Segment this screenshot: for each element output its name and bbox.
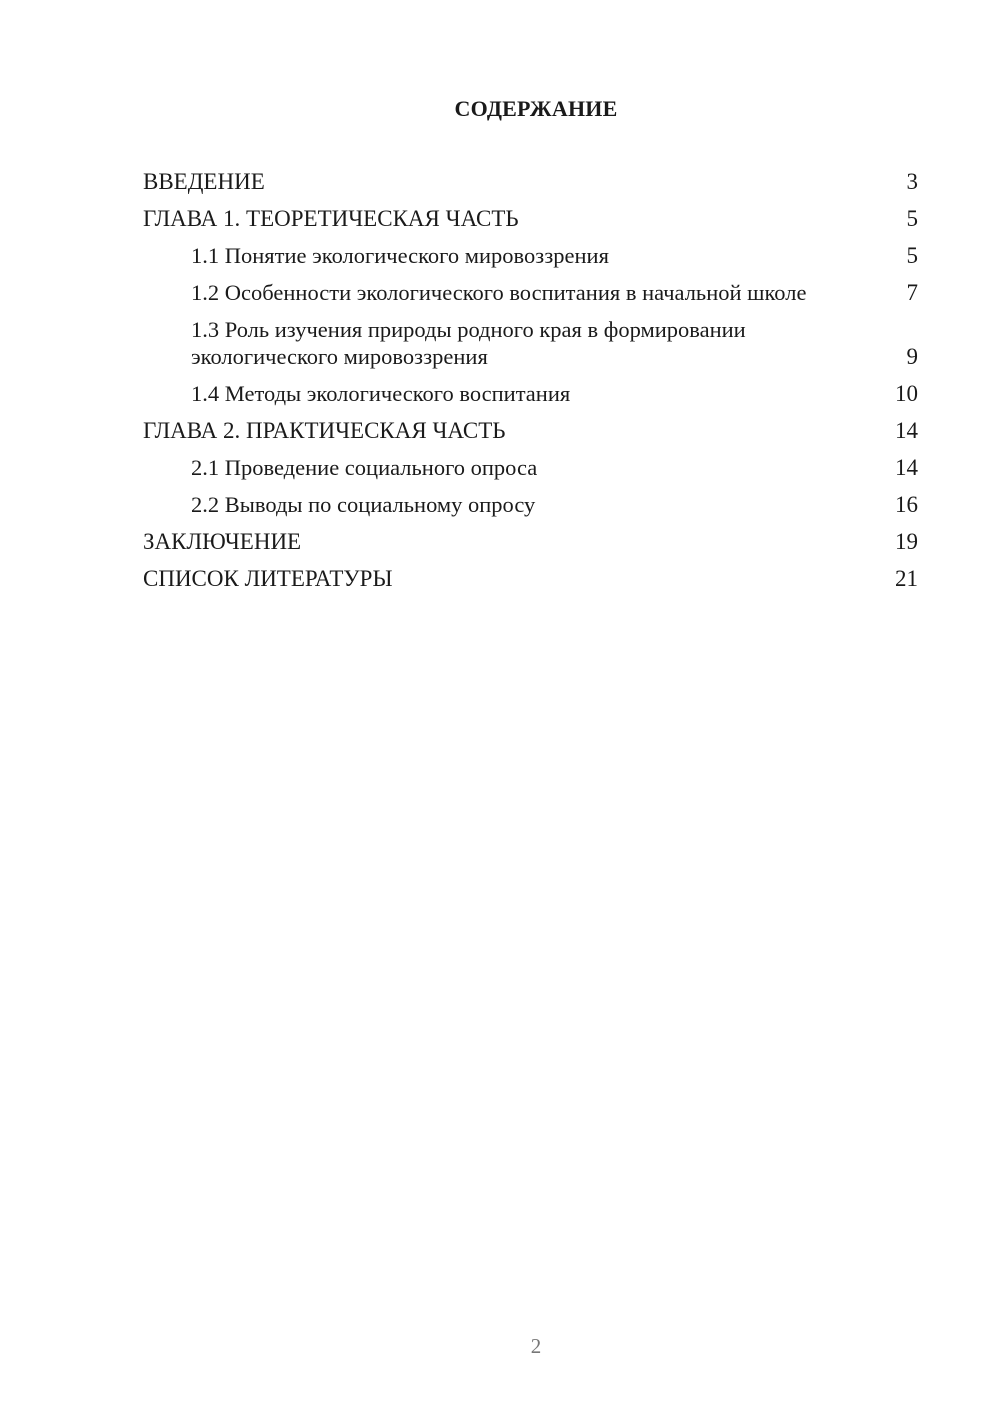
toc-entry-title: 1.4 Методы экологического воспитания (191, 381, 571, 406)
toc-entry[interactable] (143, 168, 918, 195)
toc-entry-title: ГЛАВА 2. ПРАКТИЧЕСКАЯ ЧАСТЬ (143, 418, 506, 443)
page-title: СОДЕРЖАНИЕ (454, 96, 618, 121)
toc-entry-page: 16 (895, 492, 918, 517)
toc-entry-page: 9 (906, 344, 918, 369)
toc-entry[interactable] (143, 417, 918, 444)
toc-entry-title: 1.1 Понятие экологического мировоззрения (191, 243, 609, 268)
toc-entry-page: 3 (906, 169, 918, 194)
toc-entry-title: 1.3 Роль изучения природы родного края в формировании экологического мировоззрения (191, 317, 746, 369)
page-number: 2 (530, 1334, 542, 1358)
toc-entry[interactable] (143, 528, 918, 555)
toc-subentry[interactable] (143, 380, 918, 407)
toc-entry[interactable] (143, 205, 918, 232)
toc-subentry[interactable] (143, 279, 918, 306)
toc-subentry[interactable] (143, 454, 918, 481)
toc-entry-page: 19 (895, 529, 918, 554)
toc-entry-title: 2.1 Проведение социального опроса (191, 455, 538, 480)
toc-entry-title: ВВЕДЕНИЕ (143, 169, 265, 194)
toc-entry-title: 2.2 Выводы по социальному опросу (191, 492, 536, 517)
toc-entry-page: 14 (895, 455, 918, 480)
toc-entry-page: 5 (906, 206, 918, 231)
toc-entry-title: 1.2 Особенности экологического воспитания в начальной школе (191, 280, 807, 305)
toc-subentry[interactable] (143, 316, 918, 370)
table-of-contents (143, 168, 918, 602)
toc-entry[interactable] (143, 565, 918, 592)
toc-entry-title: ГЛАВА 1. ТЕОРЕТИЧЕСКАЯ ЧАСТЬ (143, 206, 519, 231)
toc-entry-page: 10 (895, 381, 918, 406)
toc-entry-page: 5 (906, 243, 918, 268)
toc-entry-page: 14 (895, 418, 918, 443)
toc-entry-title: ЗАКЛЮЧЕНИЕ (143, 529, 302, 554)
toc-entry-title: СПИСОК ЛИТЕРАТУРЫ (143, 566, 393, 591)
toc-subentry[interactable] (143, 491, 918, 518)
toc-entry-page: 21 (895, 566, 918, 591)
toc-subentry[interactable] (143, 242, 918, 269)
toc-entry-page: 7 (906, 280, 918, 305)
